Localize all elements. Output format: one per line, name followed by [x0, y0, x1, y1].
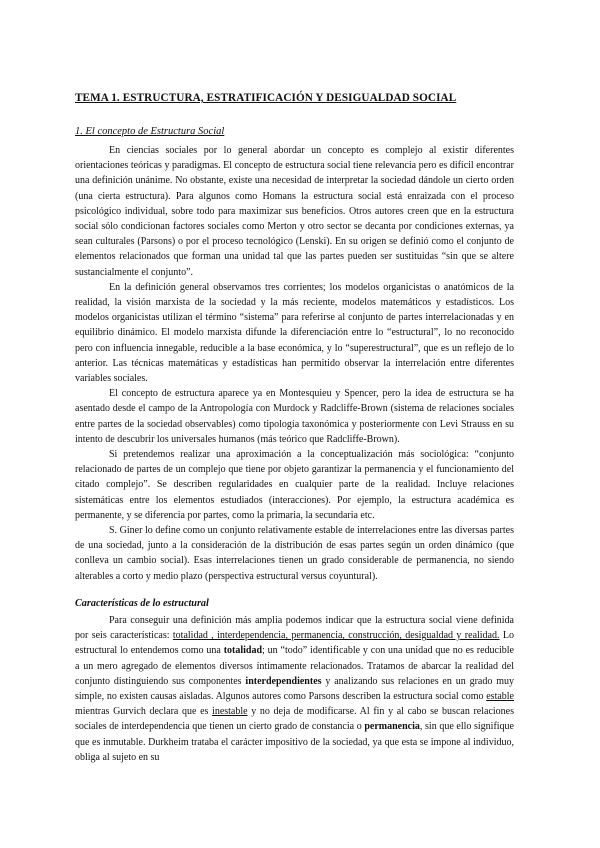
- document-title: TEMA 1. ESTRUCTURA, ESTRATIFICACIÓN Y DESIGUALDAD SOCIAL: [75, 92, 457, 104]
- text-run: Para conseguir una definición más amplia podemos indicar que la estructura social viene definida por seis características:: [75, 614, 514, 642]
- text-run: y no deja de modificarse. Al fin y al cabo se buscan relaciones sociales de interdependencia que tienen un cierto grado de constancia o: [75, 706, 514, 733]
- section-heading-caracteristicas: Características de lo estructural: [75, 597, 209, 609]
- section-gap: [75, 584, 514, 598]
- underlined-term-inestable: inestable: [212, 706, 248, 718]
- paragraph-caracteristicas: [75, 613, 514, 765]
- bold-term-totalidad: totalidad: [223, 645, 263, 657]
- text-run: Lo estructural lo entendemos como una: [75, 630, 515, 657]
- text-run: mientras Gurvich declara que es: [75, 706, 213, 718]
- text-run: ; un “todo” identificable y con una unidad que no es reducible a un mero agregado de elementos diversos íntimamente relacionados. Tratamos de abarcar la realidad del conjunto distinguiendo sus componentes: [75, 645, 514, 687]
- bold-term-interdependientes: interdependientes: [245, 675, 322, 687]
- text-run: , sin que ello signifique que es inmutable. Durkheim trataba el carácter impositivo de la sociedad, ya que esta se impone al individuo, obliga al sujeto en su: [75, 721, 514, 763]
- bold-term-permanencia: permanencia: [364, 721, 420, 733]
- text-run: y analizando sus relaciones en un grado muy simple, no existen causas aisladas. Algunos autores como Parsons describen la estructura social como: [75, 675, 514, 702]
- paragraph: Si pretendemos realizar una aproximación a la conceptualización más sociológica: “conjunto relacionado de partes de un complejo que tiene por objeto garantizar la permanencia y el funcionamiento del citado complejo”. Se describen regularidades en cualquier parte de la realidad. Incluye relaciones sistemáticas entre los elementos estudiados (interacciones). Por ejemplo, la estructura académica es permanente, y se diferencia por partes, como la primaria, la secundaria etc.: [75, 449, 514, 521]
- paragraph: En ciencias sociales por lo general abordar un concepto es complejo al existir diferentes orientaciones teóricas y paradigmas. El concepto de estructura social tiene relevancia pero es difícil encontrar una definición unánime. No obstante, existe una necesidad de interpretar la sociedad dándole un cierto orden (una cierta estructura). Para algunos como Homans la estructura social está enraizada con el proceso psicológico individual, sobre todo para maximizar sus beneficios. Otros autores creen que en la estructura social sólo condicionan factores sociales como Merton y otro sector se decanta por condiciones externas, ya sean culturales (Parsons) o por el proceso tecnológico (Lenski). En su origen se definió como el conjunto de elementos relacionados que forman una unidad tal que las partes pueden ser sustituidas “sin que se altere sustancialmente el conjunto”.: [75, 145, 514, 278]
- paragraph: En la definición general observamos tres corrientes; los modelos organicistas o anatómicos de la realidad, la visión marxista de la sociedad y la más reciente, modelos matemáticos y estadísticos. Los modelos organicistas utilizan el término “sistema” para referirse al conjunto de partes interrelacionadas y en equilibrio dinámico. El modelo marxista difunde la diferenciación entre lo “estructural”, lo no reconocido pero con influencia innegable, reducible a la base económica, y lo “superestructural”, que es un reflejo de lo anterior. Las técnicas matemáticas y estadísticas han permitido observar la interrelación entre diferentes variables sociales.: [75, 281, 514, 385]
- paragraph: S. Giner lo define como un conjunto relativamente estable de interrelaciones entre las diversas partes de una sociedad, junto a la consideración de la distribución de esas partes según un orden dinámico (que conlleva un cambio social). Esas interrelaciones tienen un grado considerable de permanencia, no siendo alterables a corto y medio plazo (perspectiva estructural versus coyuntural).: [75, 525, 514, 582]
- underlined-term-estable: estable: [486, 690, 514, 702]
- section-heading-estructura-social: 1. El concepto de Estructura Social: [75, 126, 225, 137]
- paragraph: El concepto de estructura aparece ya en Montesquieu y Spencer, pero la idea de estructura se ha asentado desde el campo de la Antropología con Murdock y Radcliffe-Brown (sistema de relaciones sociales entre partes de la sociedad observables) como tipología taxonómica y posteriormente con Levi Strauss en su intento de descubrir los universales humanos (más teórico que Radcliffe-Brown).: [75, 388, 514, 445]
- underlined-characteristics-list: totalidad , interdependencia, permanencia, construcción, desigualdad y realidad.: [172, 630, 500, 642]
